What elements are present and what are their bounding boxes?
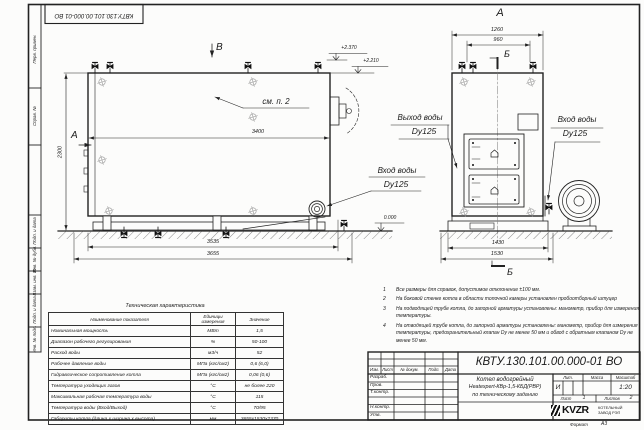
margin-label-podp-data-1: Подп. и дата — [31, 217, 37, 245]
company-logo — [551, 404, 589, 416]
company-name — [598, 405, 622, 416]
dim-side-top-outer: 1260 — [490, 26, 504, 33]
elevation-zero: 0.000 — [383, 215, 397, 221]
side-view-geometry — [391, 31, 612, 266]
tb-row-prov: Пров. — [370, 382, 383, 388]
side-inlet-label: Вход воды — [557, 115, 597, 124]
tb-scale-label: Масштаб — [615, 374, 636, 380]
list-item: 3 На подводящей трубе котла, до запорной арматуры установлены: манометр, прибор для измерения температуры. — [383, 305, 639, 320]
doc-name-line2: Heatexpert-КВр-1,5-КБД(РВР) — [468, 384, 542, 390]
tech-table-header-row — [49, 313, 284, 326]
tb-lit-value: И — [555, 384, 561, 391]
list-item: 2 На боковой стенке котла в области топочной камеры установлен пробоотборный штуцер — [383, 296, 618, 303]
elevation-mid: +2.210 — [363, 58, 379, 64]
dim-side-top-inner: 960 — [493, 37, 503, 43]
tb-lit-label: Лит. — [563, 374, 573, 380]
tb-col-list: Лист — [382, 367, 393, 372]
side-inlet-dn: Dy125 — [562, 128, 588, 138]
table-row: Расход воды м3/ч 52 — [49, 348, 284, 359]
list-item: 4 На отводящей трубе котла, до запорной арматуры установлены: манометр, прибор для измерения температуры, предохранительный клапан Dу не менее 50 мм и обвод с обратным клапаном Dу не менее 50 мм. — [383, 322, 638, 344]
format-label: Формат — [570, 421, 588, 427]
tb-col-doc: № докум. — [400, 367, 419, 372]
tb-scale-value: 1:20 — [619, 384, 632, 391]
front-inlet-label: Вход воды — [377, 166, 417, 175]
tb-row-razrab: Разраб. — [370, 375, 388, 380]
tb-row-utv: Утв. — [370, 412, 381, 418]
table-row: Габариты котла (длина х ширина х высота) мм 3655х1530х2370 — [49, 414, 284, 425]
table-row: Температура уходящих газов °С не более 220 — [49, 381, 284, 392]
tb-sheet-label: Лист — [560, 395, 572, 401]
front-inlet-dn: Dy125 — [383, 179, 409, 189]
dim-front-height: 2300 — [57, 145, 64, 159]
margin-label-inv-podl: Инв. № подл. — [31, 325, 37, 353]
tech-col-value: Значение — [236, 313, 284, 326]
margin-label-perv-primen: Перв. примен. — [31, 34, 37, 64]
margin-label-inv-dubl: Инв. № дубл. — [31, 245, 37, 273]
tech-col-units: Единицы измерения — [191, 313, 236, 326]
notes-list — [383, 287, 639, 347]
tb-sheet-value: 1 — [582, 395, 586, 401]
tb-sheets-label: Листов — [604, 395, 620, 401]
margin-label-sprav-no: Справ. № — [31, 106, 37, 126]
elevation-high: +2.370 — [341, 45, 357, 51]
outlet-dn: Dy125 — [411, 126, 437, 136]
callout-see-note-2: см. п. 2 — [262, 97, 290, 106]
outlet-label: Выход воды — [397, 113, 443, 122]
logo-word: KVZR — [562, 404, 589, 416]
table-row: Рабочее давление воды МПа (кгс/см2) 0,6 (6,0) — [49, 359, 284, 370]
logo-bars-icon — [551, 405, 560, 416]
dim-front-base: 3535 — [206, 239, 220, 245]
tech-table-title: Техническая характеристика — [125, 303, 205, 309]
table-row: Диапазон рабочего регулирования % 50-100 — [49, 337, 284, 348]
front-view-geometry — [58, 44, 425, 263]
title-block-designation: КВТУ.130.101.00.000-01 ВО — [475, 356, 623, 368]
tech-table — [48, 312, 284, 425]
tb-mass-label: Масса — [590, 374, 604, 380]
tech-col-name: Наименование показателя — [49, 313, 191, 326]
table-row: Гидравлическое сопротивление котла МПа (кгс/см2) 0,06 (0,6) — [49, 370, 284, 381]
table-row: Максимальная рабочая температура воды °С 115 — [49, 392, 284, 403]
doc-name-line3: по техническому заданию — [472, 392, 538, 398]
table-row: Номинальная мощность МВт 1,5 — [49, 326, 284, 337]
tb-row-nkontr: Н.контр. — [370, 405, 391, 410]
dim-front-width: 3400 — [251, 129, 265, 135]
view-arrow-label-a: А — [71, 130, 78, 141]
doc-name-line1: Котел водогрейный — [476, 377, 534, 383]
list-item: 1 Все размеры для справок, допустимое отклонение ±100 мм. — [383, 287, 541, 293]
table-row: Температура воды (Вход/Выход) °С 70/95 — [49, 403, 284, 414]
view-arrow-label-v: В — [216, 42, 223, 53]
margin-label-vzam-inv: Взам. инв. № — [31, 268, 37, 296]
format-value: А3 — [601, 421, 608, 427]
tb-row-tkontr: Т.контр. — [370, 390, 390, 395]
company-line1: КОТЕЛЬНЫЙ — [598, 405, 623, 410]
dim-side-overall: 1530 — [490, 251, 504, 257]
tb-col-data: Дата — [444, 367, 457, 372]
dim-side-base: 1430 — [491, 239, 505, 246]
top-reversed-designation: КВТУ.130.101.00.000-01 ВО — [54, 11, 134, 19]
section-b-top: Б — [504, 49, 510, 59]
tb-col-podp: Подп. — [428, 367, 440, 372]
company-line2: ЗАВОД РЭП — [598, 410, 621, 416]
dim-front-overall: 3655 — [206, 251, 220, 257]
tb-sheets-value: 2 — [629, 395, 633, 401]
margin-label-podp-data-2: Подп. и дата — [31, 296, 37, 324]
section-b-bottom: Б — [507, 267, 513, 277]
side-view-title-a: А — [496, 7, 504, 19]
tb-col-izm: Изм. — [370, 367, 379, 372]
